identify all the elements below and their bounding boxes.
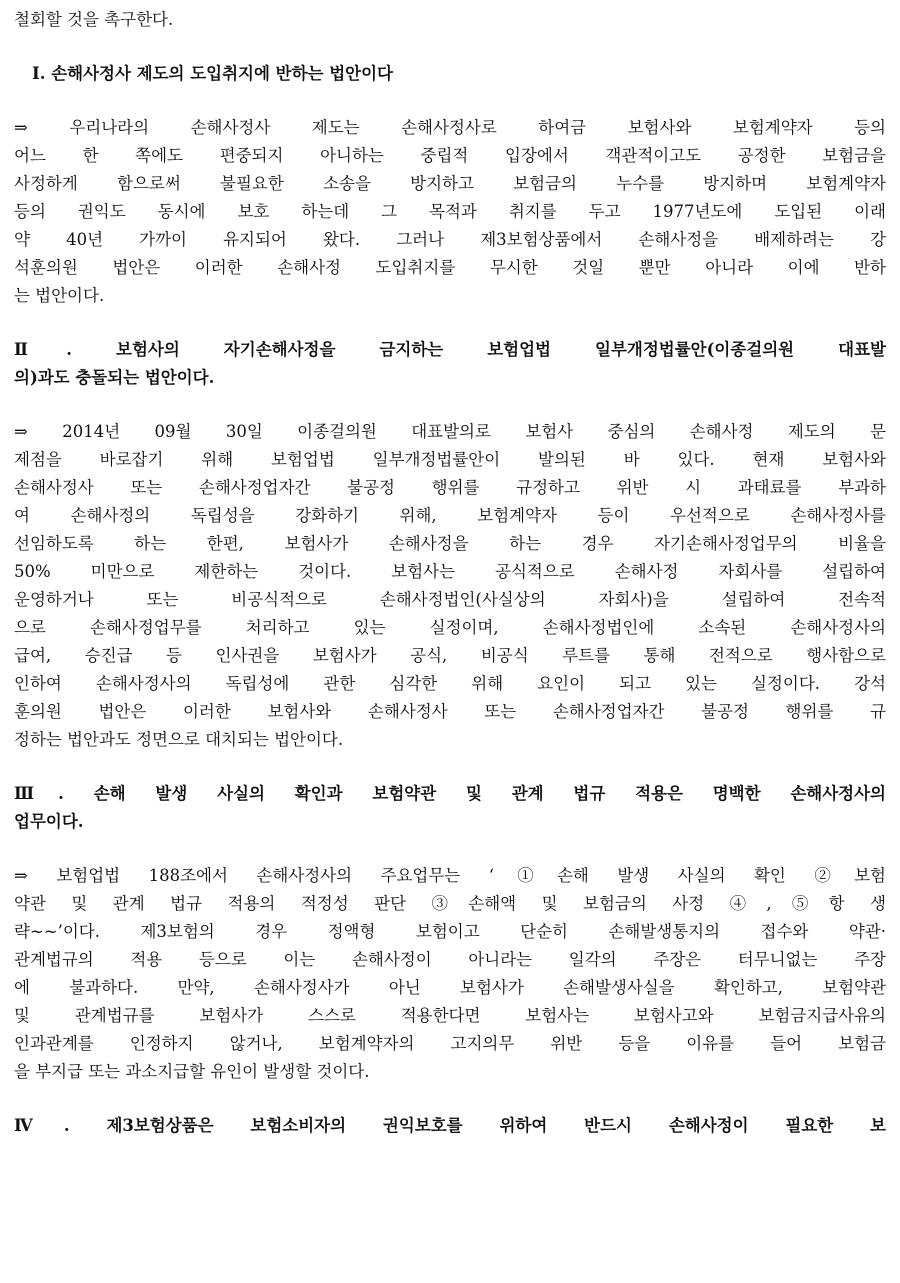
section-1-heading: Ⅰ. 손해사정사 제도의 도입취지에 반하는 법안이다 bbox=[32, 64, 393, 83]
heading-line: 의)과도 충돌되는 법안이다. bbox=[14, 368, 215, 387]
paragraph-line: 훈의원 법안은 이러한 보험사와 손해사정사 또는 손해사정업자간 불공정 행위를 규 bbox=[14, 702, 886, 721]
paragraph-line: 약관 및 관계 법규 적용의 적정성 판단 ③손해액 및 보험금의 사정 ④,⑤항 생 bbox=[14, 894, 886, 913]
paragraph-line: 략~~’이다. 제3보험의 경우 정액형 보험이고 단순히 손해발생통지의 접수와 약관· bbox=[14, 922, 886, 941]
paragraph-line: 운영하거나 또는 비공식적으로 손해사정법인(사실상의 자회사)을 설립하여 전속적 bbox=[14, 590, 886, 609]
paragraph-line: 제점을 바로잡기 위해 보험업법 일부개정법률안이 발의된 바 있다. 현재 보험사와 bbox=[14, 450, 886, 469]
paragraph-line: 어느 한 쪽에도 편중되지 아니하는 중립적 입장에서 객관적이고도 공정한 보험금을 bbox=[14, 146, 886, 165]
paragraph-line: 관계법규의 적용 등으로 이는 손해사정이 아니라는 일각의 주장은 터무니없는 주장 bbox=[14, 950, 886, 969]
paragraph-line: 및 관계법규를 보험사가 스스로 적용한다면 보험사는 보험사고와 보험금지급사유의 bbox=[14, 1006, 886, 1025]
section-3-body bbox=[14, 862, 886, 1086]
paragraph-line: ⇒ 2014년 09월 30일 이종걸의원 대표발의로 보험사 중심의 손해사정 제도의 문 bbox=[14, 422, 886, 441]
heading-line: Ⅱ. 보험사의 자기손해사정을 금지하는 보험업법 일부개정법률안(이종걸의원 대표발 bbox=[14, 340, 886, 359]
paragraph-line: 등의 권익도 동시에 보호 하는데 그 목적과 취지를 두고 1977년도에 도입된 이래 bbox=[14, 202, 886, 221]
paragraph-line: 정하는 법안과도 정면으로 대치되는 법안이다. bbox=[14, 730, 344, 749]
paragraph-line: 여 손해사정의 독립성을 강화하기 위해, 보험계약자 등이 우선적으로 손해사정사를 bbox=[14, 506, 886, 525]
section-4-heading: Ⅳ. 제3보험상품은 보험소비자의 권익보호를 위하여 반드시 손해사정이 필요한 보 bbox=[14, 1116, 886, 1135]
paragraph-line: 는 법안이다. bbox=[14, 286, 105, 305]
paragraph-line: 사정하게 함으로써 불필요한 소송을 방지하고 보험금의 누수를 방지하며 보험계약자 bbox=[14, 174, 886, 193]
paragraph-line: 인하여 손해사정사의 독립성에 관한 심각한 위해 요인이 되고 있는 실정이다. 강석 bbox=[14, 674, 886, 693]
section-3-heading bbox=[14, 780, 886, 836]
paragraph-line: ⇒ 보험업법 188조에서 손해사정사의 주요업무는 ‘①손해 발생 사실의 확인 ②보험 bbox=[14, 866, 886, 885]
paragraph-line: 에 불과하다. 만약, 손해사정사가 아닌 보험사가 손해발생사실을 확인하고, 보험약관 bbox=[14, 978, 886, 997]
paragraph-line: 손해사정사 또는 손해사정업자간 불공정 행위를 규정하고 위반 시 과태료를 부과하 bbox=[14, 478, 886, 497]
heading-line: 업무이다. bbox=[14, 812, 84, 831]
paragraph-line: 인과관계를 인정하지 않거나, 보험계약자의 고지의무 위반 등을 이유를 들어 보험금 bbox=[14, 1034, 886, 1053]
section-2-body bbox=[14, 418, 886, 754]
paragraph-line: 급여, 승진급 등 인사권을 보험사가 공식, 비공식 루트를 통해 전적으로 행사함으로 bbox=[14, 646, 886, 665]
paragraph-line: 선임하도록 하는 한편, 보험사가 손해사정을 하는 경우 자기손해사정업무의 비율을 bbox=[14, 534, 886, 553]
paragraph-line: 석훈의원 법안은 이러한 손해사정 도입취지를 무시한 것일 뿐만 아니라 이에 반하 bbox=[14, 258, 886, 277]
paragraph-line: 을 부지급 또는 과소지급할 유인이 발생할 것이다. bbox=[14, 1062, 370, 1081]
paragraph-line: ⇒ 우리나라의 손해사정사 제도는 손해사정사로 하여금 보험사와 보험계약자 등의 bbox=[14, 118, 886, 137]
section-2-heading bbox=[14, 336, 886, 392]
paragraph-line: 50% 미만으로 제한하는 것이다. 보험사는 공식적으로 손해사정 자회사를 설립하여 bbox=[14, 562, 886, 581]
paragraph-line: 약 40년 가까이 유지되어 왔다. 그러나 제3보험상품에서 손해사정을 배제하려는 강 bbox=[14, 230, 886, 249]
paragraph-line: 으로 손해사정업무를 처리하고 있는 실정이며, 손해사정법인에 소속된 손해사정사의 bbox=[14, 618, 886, 637]
section-1-body bbox=[14, 114, 886, 310]
heading-line: Ⅲ. 손해 발생 사실의 확인과 보험약관 및 관계 법규 적용은 명백한 손해사정사의 bbox=[14, 784, 886, 803]
closing-line: 철회할 것을 촉구한다. bbox=[14, 10, 174, 29]
